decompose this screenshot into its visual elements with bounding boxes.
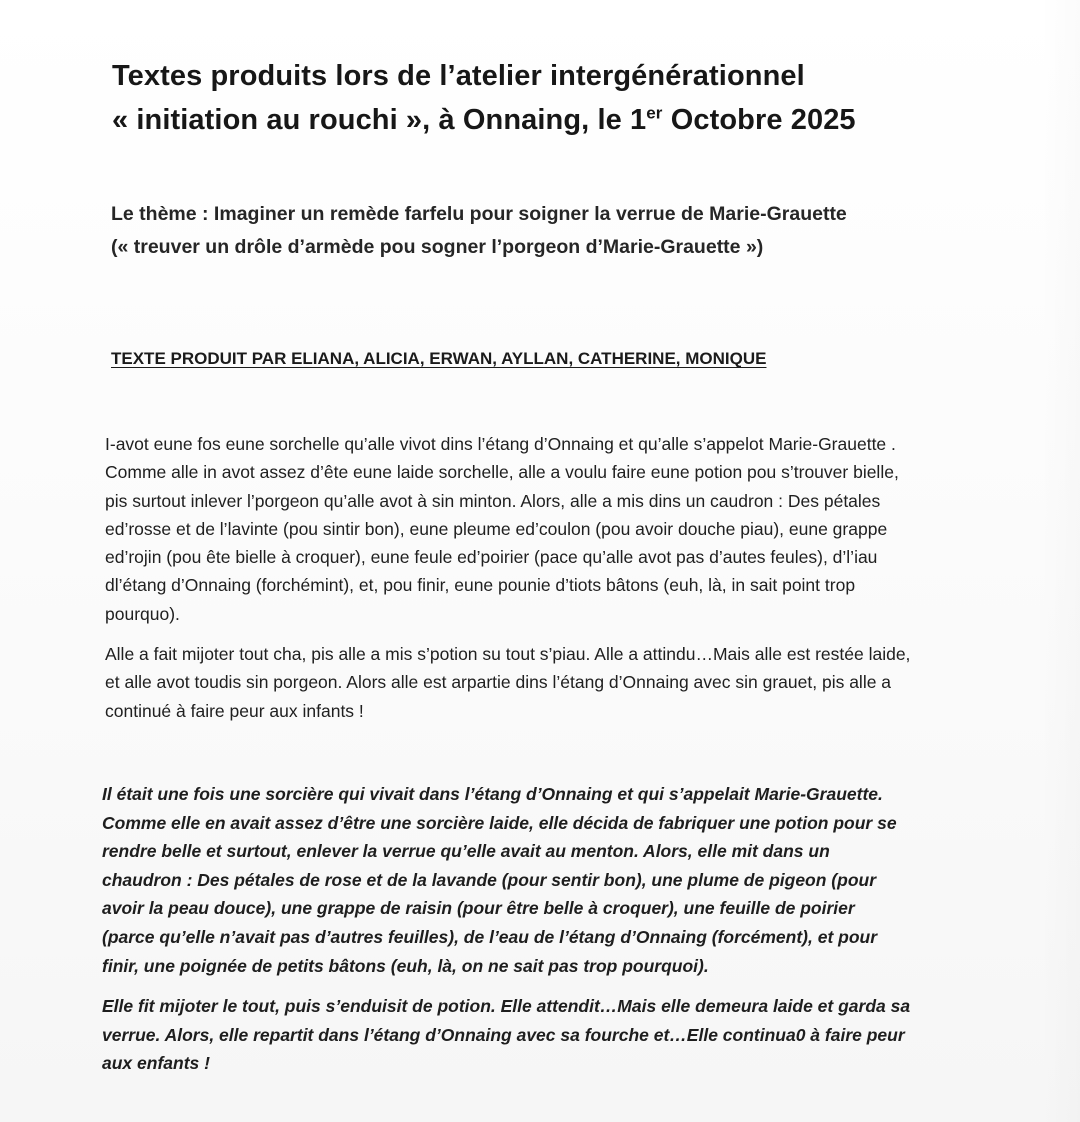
french-translation-block xyxy=(102,780,912,1090)
title-line-1: Textes produits lors de l’atelier intergénérationnel xyxy=(112,60,805,92)
theme-statement: Le thème : Imaginer un remède farfelu pour soigner la verrue de Marie-Grauette (« treuver un drôle d’armède pou sogner l’porgeon d’Marie-Grauette ») xyxy=(111,203,847,258)
rouchi-paragraph: Alle a fait mijoter tout cha, pis alle a mis s’potion su tout s’piau. Alle a attindu…Mais alle est restée laide, et alle avot toudis sin porgeon. Alors alle est arpartie dins l’étang d’Onnaing avec sin grauet, pis alle a continué à faire peur aux infants ! xyxy=(105,644,911,721)
rouchi-text-block xyxy=(105,430,915,737)
title-superscript: er xyxy=(646,103,663,123)
title-line-2-end: Octobre 2025 xyxy=(662,104,856,136)
title-line-2 xyxy=(112,98,972,142)
french-paragraph: Elle fit mijoter le tout, puis s’enduisit de potion. Elle attendit…Mais elle demeura laide et garda sa verrue. Alors, elle repartit dans l’étang d’Onnaing avec sa fourche et…Elle continua0 à faire peur aux enfants ! xyxy=(102,996,911,1074)
french-paragraph: Il était une fois une sorcière qui vivait dans l’étang d’Onnaing et qui s’appelait Marie-Grauette. Comme elle en avait assez d’être une sorcière laide, elle décida de fabriquer une potion pour se rendre belle et surtout, enlever la verrue qu’elle avait au menton. Alors, elle mit dans un chaudron : Des pétales de rose et de la lavande (pour sentir bon), une plume de pigeon (pour avoir la peau douce), une grappe de raisin (pour être belle à croquer), une feuille de poirier (parce qu’elle n’avait pas d’autres feuilles), de l’eau de l’étang d’Onnaing (forcément), et pour finir, une poignée de petits bâtons (euh, là, on ne sait pas trop pourquoi). xyxy=(102,784,897,976)
title-line-2-start: « initiation au rouchi », à Onnaing, le 1 xyxy=(112,104,647,136)
rouchi-paragraph: I-avot eune fos eune sorchelle qu’alle vivot dins l’étang d’Onnaing et qu’alle s’appelot Marie-Grauette . Comme alle in avot assez d’ête eune laide sorchelle, alle a voulu faire eune potion pou s’trouver bielle, pis surtout inlever l’porgeon qu’alle avot à sin minton. Alors, alle a mis dins un caudron : Des pétales ed’rosse et de l’lavinte (pou sintir bon), eune pleume ed’coulon (pou avoir douche piau), eune grappe ed’rojin (pou ête bielle à croquer), eune feule ed’poirier (pace qu’alle avot pas d’autes feules), d’l’iau dl’étang d’Onnaing (forchémint), et, pou finir, eune pounie d’tiots bâtons (euh, là, in sait point trop pourquo). xyxy=(105,434,899,624)
scan-shadow-edge xyxy=(1040,0,1080,1122)
section-heading-authors: TEXTE PRODUIT PAR ELIANA, ALICIA, ERWAN, AYLLAN, CATHERINE, MONIQUE xyxy=(111,349,767,368)
document-title xyxy=(112,54,972,142)
